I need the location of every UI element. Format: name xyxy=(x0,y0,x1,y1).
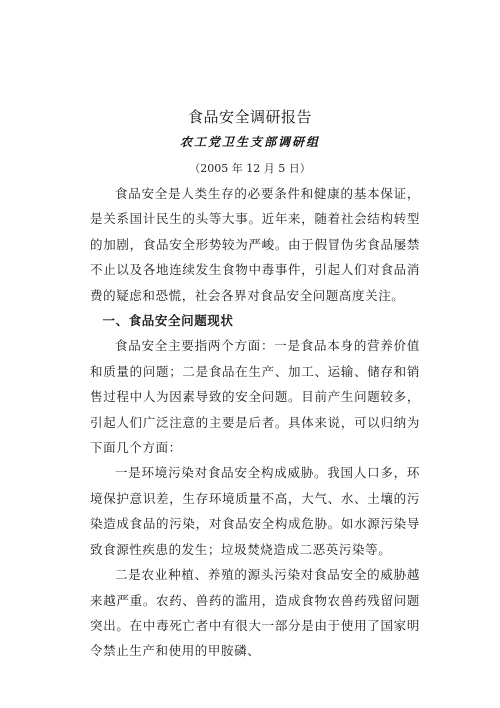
document-body xyxy=(90,181,420,664)
document-title: 食品安全调研报告 xyxy=(187,108,312,126)
document-date: （2005 年 12 月 5 日） xyxy=(189,162,311,175)
document-author: 农工党卫生支部调研组 xyxy=(179,135,320,149)
section-heading: 一、食品安全问题现状 xyxy=(102,313,234,329)
paragraph-intro: 食品安全是人类生存的必要条件和健康的基本保证，是关系国计民生的头等大事。近年来，随着社会结构转型的加剧，食品安全形势较为严峻。由于假冒伪劣食品屡禁不止以及各地连续发生食物中毒事件，引起人们对食品消费的疑虑和恐慌，社会各界对食品安全问题高度关注。 xyxy=(90,186,420,303)
paragraph-agriculture: 二是农业种植、养殖的源头污染对食品安全的威胁越来越严重。农药、兽药的滥用，造成食物农兽药残留问题突出。在中毒死亡者中有很大一部分是由于使用了国家明令禁止生产和使用的甲胺磷、 xyxy=(90,567,420,659)
paragraph-overview: 食品安全主要指两个方面：一是食品本身的营养价值和质量的问题；二是食品在生产、加工、运输、储存和销售过程中人为因素导致的安全问题。目前产生问题较多，引起人们广泛注意的主要是后者。具体来说，可以归纳为下面几个方面： xyxy=(90,338,420,456)
paragraph-environment: 一是环境污染对食品安全构成威胁。我国人口多，环境保护意识差，生存环境质量不高，大气、水、土壤的污染造成食品的污染，对食品安全构成危胁。如水源污染导致食源性疾患的发生；垃圾焚烧造成二恶英污染等。 xyxy=(90,465,420,557)
